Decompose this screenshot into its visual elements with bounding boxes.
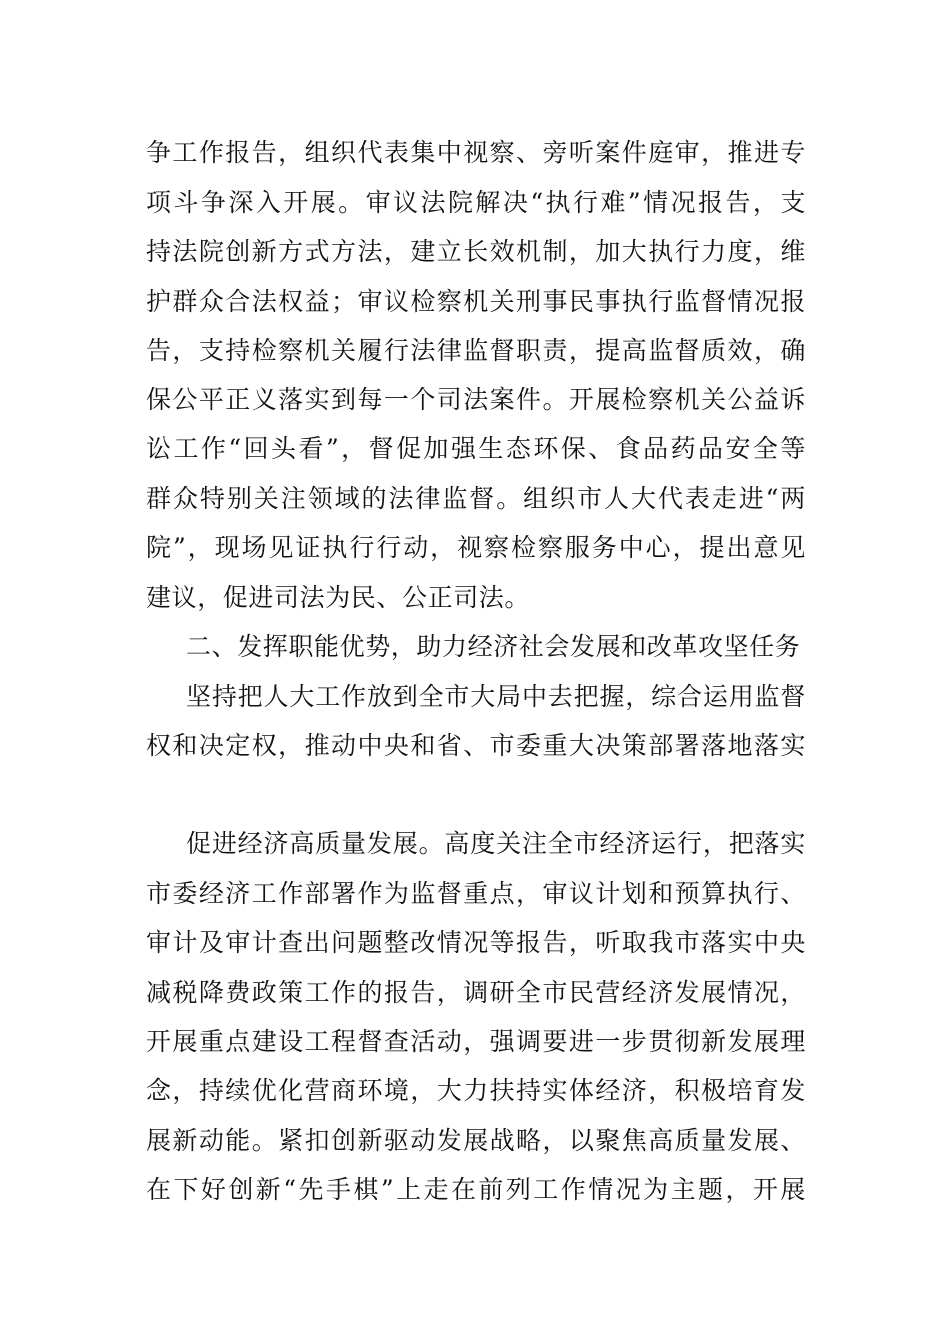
- paragraph-line: 审计及审计查出问题整改情况等报告，听取我市落实中央: [146, 928, 806, 957]
- paragraph-line: 保公平正义落实到每一个司法案件。开展检察机关公益诉: [146, 385, 806, 414]
- paragraph-line: 讼工作“回头看”，督促加强生态环保、食品药品安全等: [146, 434, 806, 463]
- paragraph-line: 促进经济高质量发展。高度关注全市经济运行，把落实: [186, 829, 806, 858]
- paragraph-line: 群众特别关注领域的法律监督。组织市人大代表走进“两: [146, 484, 806, 513]
- paragraph-line: 坚持把人大工作放到全市大局中去把握，综合运用监督: [186, 682, 806, 711]
- paragraph-line: 开展重点建设工程督查活动，强调要进一步贯彻新发展理: [146, 1027, 806, 1056]
- paragraph-line: 护群众合法权益；审议检察机关刑事民事执行监督情况报: [146, 287, 806, 316]
- paragraph-line: 展新动能。紧扣创新驱动发展战略，以聚焦高质量发展、: [146, 1126, 806, 1155]
- paragraph-line: 市委经济工作部署作为监督重点，审议计划和预算执行、: [146, 879, 806, 908]
- paragraph-line: 项斗争深入开展。审议法院解决“执行难”情况报告，支: [146, 188, 806, 217]
- paragraph-line: 减税降费政策工作的报告，调研全市民营经济发展情况，: [146, 978, 806, 1007]
- paragraph-line: 持法院创新方式方法，建立长效机制，加大执行力度，维: [146, 237, 806, 266]
- paragraph-line: 建议，促进司法为民、公正司法。: [146, 583, 531, 612]
- paragraph-line: 院”，现场见证执行行动，视察检察服务中心，提出意见: [146, 533, 806, 562]
- paragraph-line: 告，支持检察机关履行法律监督职责，提高监督质效，确: [146, 336, 806, 365]
- paragraph-line: 争工作报告，组织代表集中视察、旁听案件庭审，推进专: [146, 138, 806, 167]
- section-heading: 二、发挥职能优势，助力经济社会发展和改革攻坚任务: [186, 632, 801, 661]
- paragraph-line: 念，持续优化营商环境，大力扶持实体经济，积极培育发: [146, 1076, 806, 1105]
- paragraph-line: 权和决定权，推动中央和省、市委重大决策部署落地落实: [146, 731, 806, 760]
- paragraph-line: 在下好创新“先手棋”上走在前列工作情况为主题，开展: [146, 1175, 806, 1204]
